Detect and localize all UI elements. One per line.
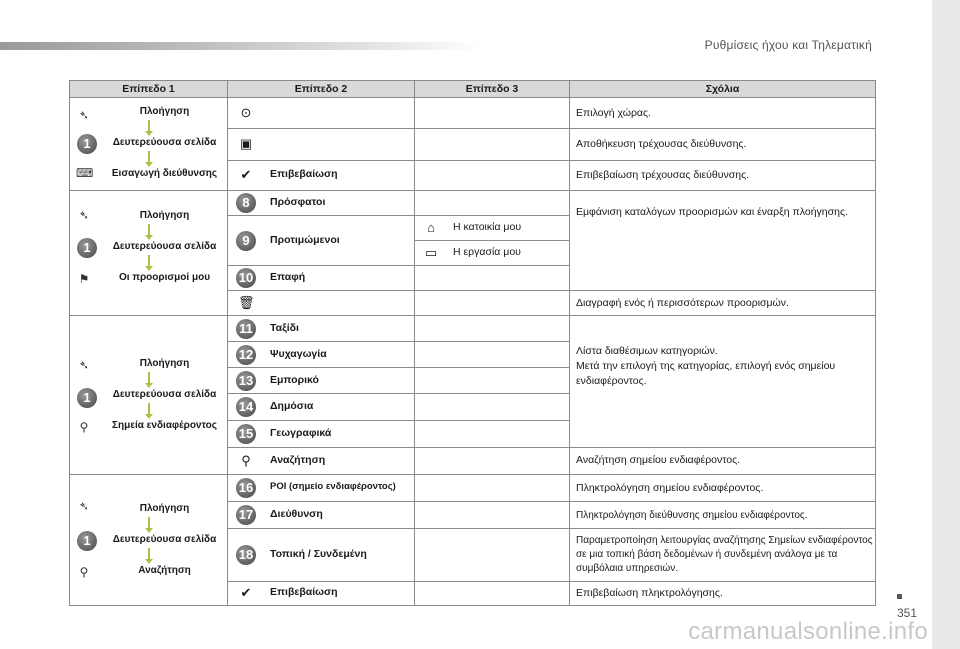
flow-arrow <box>148 517 150 529</box>
level2-label: Επιβεβαίωση <box>270 168 338 181</box>
step-badge: 18 <box>236 545 256 565</box>
header-gradient-bar <box>0 42 480 50</box>
level1-cell <box>70 191 228 316</box>
step-badge: 16 <box>236 478 256 498</box>
step-badge: 12 <box>236 345 256 365</box>
table-row <box>70 98 876 129</box>
level1-cell <box>70 475 228 606</box>
table-row <box>70 191 876 216</box>
poi-icon: ⚲ <box>79 420 89 434</box>
level2-label: Διεύθυνση <box>270 508 323 521</box>
navigation-icon: ➴ <box>78 499 90 513</box>
page-number: 351 <box>896 606 917 620</box>
level3-label: Η κατοικία μου <box>453 221 522 233</box>
level2-cell <box>228 368 415 394</box>
level3-cell <box>415 581 570 605</box>
level2-label: Προτιμώμενοι <box>270 233 340 246</box>
step-badge: 15 <box>236 424 256 444</box>
level3-cell <box>415 216 570 241</box>
level3-cell <box>415 420 570 447</box>
flow-arrow <box>148 120 150 132</box>
header-level2: Επίπεδο 2 <box>228 81 415 98</box>
flow-arrow <box>148 224 150 236</box>
level3-cell <box>415 447 570 474</box>
level1-cell <box>70 316 228 475</box>
level3-cell <box>415 529 570 581</box>
check-icon: ✔ <box>240 585 252 601</box>
level3-cell <box>415 475 570 502</box>
level2-cell <box>228 291 415 316</box>
level2-cell <box>228 98 415 129</box>
country-icon: ⊙ <box>240 105 252 121</box>
step-badge: 11 <box>236 319 256 339</box>
comment-cell: Διαγραφή ενός ή περισσότερων προορισμών. <box>570 291 876 316</box>
step-badge: 9 <box>236 231 256 251</box>
level2-label: Επιβεβαίωση <box>270 586 338 599</box>
step-badge: 1 <box>77 388 97 408</box>
table-header-row <box>70 81 876 98</box>
table-row <box>70 475 876 502</box>
flow-arrow <box>148 403 150 415</box>
step-badge: 1 <box>77 531 97 551</box>
destinations-icon: ⚑ <box>78 272 90 286</box>
level3-cell <box>415 98 570 129</box>
step-badge: 10 <box>236 268 256 288</box>
level2-label: Τοπική / Συνδεμένη <box>270 548 367 561</box>
comment-cell: Επιβεβαίωση τρέχουσας διεύθυνσης. <box>570 160 876 190</box>
comment-cell: Αναζήτηση σημείου ενδιαφέροντος. <box>570 447 876 474</box>
level2-label: Δημόσια <box>270 400 314 413</box>
step-badge: 1 <box>77 134 97 154</box>
flow-step: Πλοήγηση <box>139 106 190 117</box>
search-icon: ⚲ <box>241 452 251 468</box>
level2-cell <box>228 581 415 605</box>
level2-cell <box>228 316 415 342</box>
flow-step: Αναζήτηση <box>138 565 191 576</box>
navigation-icon: ➴ <box>78 358 90 372</box>
flow-step: Δευτερεύουσα σελίδα <box>112 137 217 148</box>
level3-cell <box>415 266 570 291</box>
level2-label: Πρόσφατοι <box>270 196 326 208</box>
comment-line: Λίστα διαθέσιμων κατηγοριών. <box>576 345 718 357</box>
flow-step: Οι προορισμοί μου <box>118 272 211 283</box>
flow-step: Δευτερεύουσα σελίδα <box>112 534 217 545</box>
save-icon: ▣ <box>239 136 253 152</box>
comment-cell: Πληκτρολόγηση διεύθυνσης σημείου ενδιαφέροντος. <box>570 502 876 529</box>
step-badge: 8 <box>236 193 256 213</box>
level2-cell <box>228 266 415 291</box>
header-level1: Επίπεδο 1 <box>70 81 228 98</box>
flow-step: Δευτερεύουσα σελίδα <box>112 389 217 400</box>
flow-step: Εισαγωγή διεύθυνσης <box>111 168 218 179</box>
step-badge: 17 <box>236 505 256 525</box>
level2-label: Αναζήτηση <box>270 453 326 466</box>
delete-icon: 🗑 <box>238 295 255 310</box>
level2-label: POI (σημείο ενδιαφέροντος) <box>270 481 396 493</box>
flow-step: Πλοήγηση <box>139 503 190 514</box>
level2-label: Γεωγραφικά <box>270 426 332 439</box>
level2-cell <box>228 447 415 474</box>
level2-cell <box>228 475 415 502</box>
level2-cell <box>228 502 415 529</box>
header-level3: Επίπεδο 3 <box>415 81 570 98</box>
flow-arrow <box>148 548 150 560</box>
comment-cell: Εμφάνιση καταλόγων προορισμών και έναρξη πλοήγησης. <box>570 191 876 291</box>
level1-cell <box>70 98 228 191</box>
level2-cell <box>228 129 415 160</box>
step-badge: 1 <box>77 238 97 258</box>
level3-cell <box>415 291 570 316</box>
comment-cell: Αποθήκευση τρέχουσας διεύθυνσης. <box>570 129 876 160</box>
flow-step: Σημεία ενδιαφέροντος <box>112 420 217 431</box>
level2-label: Ταξίδι <box>270 321 299 334</box>
address-entry-icon: ⌨ <box>76 166 94 180</box>
level3-cell <box>415 368 570 394</box>
flow-arrow <box>148 255 150 267</box>
level3-cell <box>415 316 570 342</box>
level2-cell <box>228 216 415 266</box>
watermark: carmanualsonline.info <box>688 618 928 645</box>
work-icon: ▭ <box>424 245 438 260</box>
page-marker <box>897 594 902 599</box>
navigation-icon: ➴ <box>78 108 90 122</box>
level2-label: Ψυχαγωγία <box>270 347 327 360</box>
level3-cell <box>415 342 570 368</box>
flow-arrow <box>148 151 150 163</box>
side-strip <box>932 0 960 649</box>
flow-step: Πλοήγηση <box>139 358 190 369</box>
comment-cell: Επιλογή χώρας. <box>570 98 876 129</box>
navigation-icon: ➴ <box>78 208 90 222</box>
comment-cell <box>570 316 876 448</box>
level2-label: Επαφή <box>270 271 306 283</box>
search-icon: ⚲ <box>79 565 89 579</box>
settings-table <box>69 80 876 606</box>
level3-cell <box>415 160 570 190</box>
level2-cell <box>228 529 415 581</box>
level2-cell <box>228 160 415 190</box>
level3-cell <box>415 502 570 529</box>
flow-step: Δευτερεύουσα σελίδα <box>112 241 217 252</box>
flow-arrow <box>148 372 150 384</box>
page-header-title: Ρυθμίσεις ήχου και Τηλεματική <box>704 38 872 52</box>
level3-cell <box>415 241 570 266</box>
level2-cell <box>228 420 415 447</box>
comment-cell: Πληκτρολόγηση σημείου ενδιαφέροντος. <box>570 475 876 502</box>
comment-cell: Επιβεβαίωση πληκτρολόγησης. <box>570 581 876 605</box>
comment-cell: Παραμετροποίηση λειτουργίας αναζήτησης Σημείων ενδιαφέροντος σε μια τοπική βάση δεδομένων ή συνδεμένη ανάλογα με τα συμβόλαια υπηρεσιών. <box>570 529 876 581</box>
step-badge: 14 <box>236 397 256 417</box>
level2-cell <box>228 191 415 216</box>
level3-cell <box>415 191 570 216</box>
level3-cell <box>415 129 570 160</box>
flow-step: Πλοήγηση <box>139 210 190 221</box>
level2-label: Εμπορικό <box>270 373 319 386</box>
level2-cell <box>228 342 415 368</box>
check-icon: ✔ <box>240 167 252 183</box>
level3-label: Η εργασία μου <box>453 246 521 258</box>
level2-cell <box>228 394 415 420</box>
comment-line: Μετά την επιλογή της κατηγορίας, επιλογή ενός σημείου ενδιαφέροντος. <box>576 360 836 387</box>
step-badge: 13 <box>236 371 256 391</box>
header-comments: Σχόλια <box>570 81 876 98</box>
home-icon: ⌂ <box>427 220 435 235</box>
level3-cell <box>415 394 570 420</box>
table-row <box>70 316 876 342</box>
